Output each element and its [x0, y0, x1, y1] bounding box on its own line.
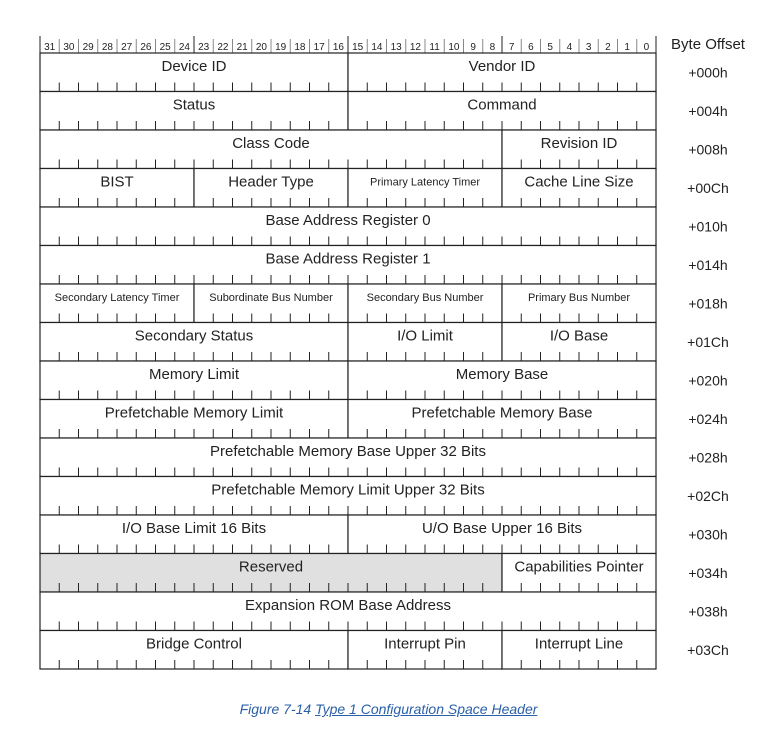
field-label: Memory Base	[455, 366, 549, 383]
byte-offset-label: +018h	[688, 295, 728, 312]
caption-figure-number: Figure 7-14	[239, 701, 312, 717]
register-row	[40, 631, 729, 670]
bit-number: 8	[489, 42, 496, 53]
bit-number: 20	[255, 42, 267, 53]
register-field	[194, 284, 348, 323]
bit-number: 29	[82, 42, 94, 53]
bit-number: 2	[605, 42, 611, 53]
register-field	[348, 400, 656, 439]
field-label: Command	[467, 96, 537, 114]
bit-number: 24	[178, 42, 190, 53]
bit-number: 9	[470, 42, 476, 53]
field-label: Secondary Status	[134, 327, 254, 345]
register-row	[40, 361, 728, 400]
bit-number: 21	[236, 42, 248, 53]
field-label: Capabilities Pointer	[514, 558, 644, 576]
bit-number: 4	[566, 42, 573, 53]
register-field	[194, 169, 348, 208]
field-label: Prefetchable Memory Limit	[104, 404, 284, 422]
field-label: Base Address Register 1	[265, 250, 431, 268]
bit-number: 18	[294, 42, 306, 53]
register-field	[502, 631, 656, 670]
register-row	[40, 554, 728, 593]
byte-offset-label: +020h	[688, 372, 728, 389]
register-field	[502, 284, 656, 323]
register-field	[502, 169, 656, 208]
field-label: Reserved	[238, 558, 304, 576]
field-label: Cache Line Size	[524, 173, 634, 191]
field-label: Memory Limit	[148, 366, 240, 383]
register-field	[348, 92, 656, 131]
register-field	[348, 169, 502, 208]
register-row	[40, 323, 729, 362]
register-field	[40, 592, 656, 631]
register-field	[40, 400, 348, 439]
register-field	[348, 515, 656, 554]
field-label: Interrupt Pin	[384, 635, 466, 653]
bit-number: 19	[275, 42, 287, 53]
field-label: Secondary Bus Number	[366, 292, 484, 304]
register-field	[40, 130, 502, 169]
register-field	[348, 323, 502, 362]
register-field	[40, 438, 656, 477]
byte-offset-header: Byte Offset	[671, 36, 745, 53]
field-label: I/O Base	[549, 327, 609, 345]
register-field	[40, 631, 348, 670]
field-label: Interrupt Line	[534, 635, 624, 653]
byte-offset-label: +03Ch	[687, 641, 729, 658]
field-label: Prefetchable Memory Base	[411, 404, 593, 422]
register-field	[40, 53, 348, 92]
byte-offset-label: +02Ch	[687, 487, 729, 504]
field-label: Expansion ROM Base Address	[245, 597, 451, 614]
register-field	[348, 284, 502, 323]
register-field	[502, 323, 656, 362]
byte-offset-label: +010h	[688, 218, 728, 235]
register-row	[40, 592, 728, 631]
register-row	[40, 477, 729, 516]
register-row	[40, 130, 728, 169]
register-field	[40, 477, 656, 516]
byte-offset-label: +01Ch	[687, 333, 729, 350]
field-label: I/O Base Limit 16 Bits	[121, 520, 267, 537]
byte-offset-label: +028h	[688, 449, 728, 466]
field-label: Base Address Register 0	[265, 212, 431, 229]
bit-number: 12	[409, 42, 421, 53]
register-field	[348, 631, 502, 670]
field-label: I/O Limit	[397, 327, 453, 345]
figure-caption	[0, 701, 777, 717]
register-row	[40, 246, 728, 285]
field-label: Status	[172, 96, 216, 114]
bit-number-header	[40, 36, 656, 53]
field-label: BIST	[100, 173, 134, 191]
bit-number: 10	[448, 42, 460, 53]
bit-number: 13	[390, 42, 402, 53]
bit-number: 16	[332, 42, 344, 53]
field-label: Class Code	[232, 135, 310, 152]
register-row	[40, 438, 728, 477]
byte-offset-label: +030h	[688, 526, 728, 543]
bit-number: 7	[508, 42, 515, 53]
byte-offset-label: +024h	[688, 410, 728, 427]
register-row	[40, 207, 728, 246]
field-label: Vendor ID	[468, 58, 536, 75]
byte-offset-label: +008h	[688, 141, 728, 158]
register-field	[348, 53, 656, 92]
bit-number: 3	[585, 42, 592, 53]
bit-number: 28	[101, 42, 113, 53]
register-row	[40, 284, 728, 323]
field-label: Primary Latency Timer	[369, 176, 481, 189]
field-label: U/O Base Upper 16 Bits	[421, 520, 583, 537]
register-row	[40, 92, 728, 131]
register-field	[40, 207, 656, 246]
field-label: Device ID	[161, 58, 227, 75]
register-field	[348, 361, 656, 400]
register-field	[40, 515, 348, 554]
register-row	[40, 169, 729, 208]
field-label: Prefetchable Memory Base Upper 32 Bits	[210, 443, 486, 460]
register-rows	[40, 53, 729, 669]
bit-number: 23	[198, 42, 210, 53]
register-field	[40, 323, 348, 362]
field-label: Secondary Latency Timer	[54, 292, 180, 304]
register-field	[40, 246, 656, 285]
bit-number: 11	[429, 42, 440, 53]
field-label: Bridge Control	[146, 635, 242, 653]
bit-number: 15	[352, 42, 364, 53]
register-field	[40, 169, 194, 208]
bit-number: 26	[140, 42, 152, 53]
byte-offset-label: +034h	[688, 564, 728, 581]
bit-number: 27	[121, 42, 133, 53]
bit-number: 6	[528, 42, 534, 53]
bit-number: 22	[217, 42, 229, 53]
register-field	[502, 130, 656, 169]
field-label: Prefetchable Memory Limit Upper 32 Bits	[211, 481, 485, 499]
register-field	[40, 284, 194, 323]
bit-number: 1	[624, 42, 630, 53]
byte-offset-label: +038h	[688, 603, 728, 620]
register-row	[40, 53, 728, 92]
field-label: Revision ID	[540, 135, 618, 152]
bit-number: 31	[44, 42, 56, 53]
register-field	[40, 92, 348, 131]
register-row	[40, 400, 728, 439]
field-label: Header Type	[228, 173, 314, 191]
bit-number: 5	[547, 42, 553, 53]
caption-title: Type 1 Configuration Space Header	[315, 701, 538, 717]
register-field	[502, 554, 656, 593]
field-label: Subordinate Bus Number	[209, 292, 333, 304]
bit-number: 0	[643, 42, 650, 53]
byte-offset-label: +000h	[688, 64, 728, 81]
bit-number: 25	[159, 42, 171, 53]
byte-offset-label: +014h	[688, 256, 728, 273]
register-field	[40, 361, 348, 400]
register-field	[40, 554, 502, 593]
register-row	[40, 515, 728, 554]
bit-number: 30	[63, 42, 75, 53]
bit-number: 17	[313, 42, 325, 53]
bit-number: 14	[371, 42, 383, 53]
byte-offset-label: +004h	[688, 102, 728, 119]
field-label: Primary Bus Number	[527, 292, 631, 304]
byte-offset-label: +00Ch	[687, 179, 729, 196]
